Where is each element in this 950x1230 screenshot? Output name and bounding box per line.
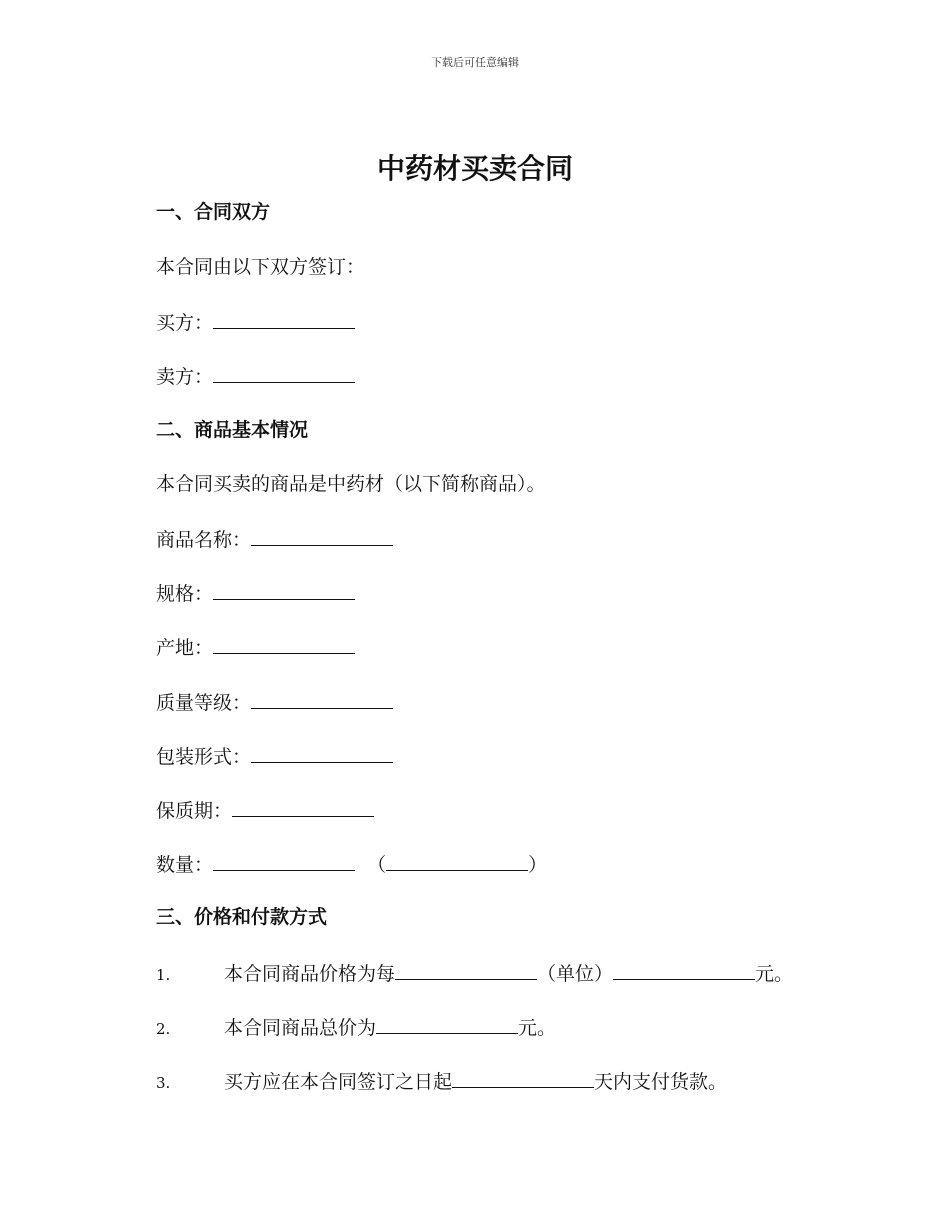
grade-blank[interactable]	[251, 686, 393, 709]
quantity-label: 数量：	[156, 854, 214, 876]
total-price-blank[interactable]	[376, 1011, 518, 1034]
section-1-intro: 本合同由以下双方签订：	[156, 256, 366, 278]
quantity-unit-blank[interactable]	[386, 848, 528, 871]
unit-price-blank[interactable]	[613, 957, 755, 980]
seller-row	[156, 360, 355, 390]
quantity-paren-close: ）	[528, 854, 548, 876]
payment-item-1-text-c: 元。	[755, 963, 794, 985]
shelf-life-blank[interactable]	[232, 794, 374, 817]
payment-item-3	[156, 1065, 727, 1095]
list-number: 2.	[156, 1020, 171, 1038]
section-1-heading: 一、合同双方	[156, 201, 271, 223]
origin-label: 产地：	[156, 637, 214, 659]
grade-row	[156, 686, 393, 716]
unit-price-unit-blank[interactable]	[395, 957, 537, 980]
payment-item-1-text-a: 本合同商品价格为每	[224, 963, 396, 985]
payment-days-blank[interactable]	[452, 1065, 594, 1088]
payment-item-3-text-a: 买方应在本合同签订之日起	[224, 1071, 453, 1093]
buyer-label: 买方：	[156, 312, 214, 334]
section-2-heading: 二、商品基本情况	[156, 419, 309, 441]
seller-blank[interactable]	[213, 360, 355, 383]
list-number: 3.	[156, 1074, 171, 1092]
origin-row	[156, 631, 355, 661]
shelf-life-label: 保质期：	[156, 800, 233, 822]
payment-item-3-text-b: 天内支付货款。	[594, 1071, 728, 1093]
package-blank[interactable]	[251, 740, 393, 763]
product-name-row	[156, 523, 393, 553]
shelf-life-row	[156, 794, 374, 824]
package-label: 包装形式：	[156, 746, 252, 768]
spec-blank[interactable]	[213, 577, 355, 600]
section-2-intro: 本合同买卖的商品是中药材（以下简称商品）。	[156, 473, 546, 495]
spec-row	[156, 577, 355, 607]
product-name-blank[interactable]	[251, 523, 393, 546]
page-header-note: 下载后可任意编辑	[431, 56, 519, 69]
payment-item-1-text-b: （单位）	[537, 963, 614, 985]
section-3-heading: 三、价格和付款方式	[156, 906, 328, 928]
quantity-blank[interactable]	[213, 848, 355, 871]
product-name-label: 商品名称：	[156, 529, 252, 551]
spec-label: 规格：	[156, 583, 214, 605]
quantity-row	[156, 848, 547, 878]
buyer-blank[interactable]	[213, 306, 355, 329]
document-title: 中药材买卖合同	[376, 152, 573, 185]
payment-item-2-text-a: 本合同商品总价为	[224, 1017, 377, 1039]
quantity-paren-open: （	[367, 854, 387, 876]
payment-item-2	[156, 1011, 556, 1041]
payment-item-2-text-b: 元。	[518, 1017, 557, 1039]
list-number: 1.	[156, 966, 171, 984]
seller-label: 卖方：	[156, 366, 214, 388]
payment-item-1	[156, 957, 793, 987]
buyer-row	[156, 306, 355, 336]
grade-label: 质量等级：	[156, 692, 252, 714]
package-row	[156, 740, 393, 770]
origin-blank[interactable]	[213, 631, 355, 654]
